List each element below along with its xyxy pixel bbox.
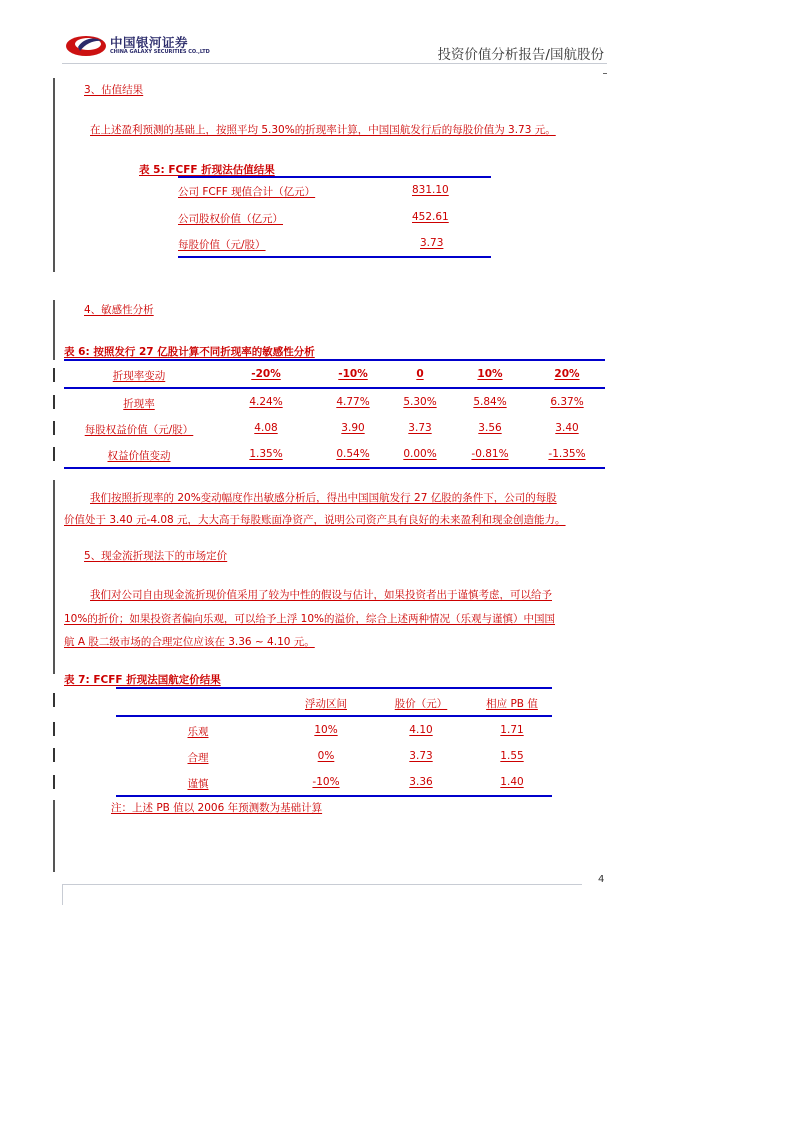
revision-bar xyxy=(53,480,55,674)
table-cell: 10% xyxy=(314,724,338,736)
galaxy-logo-icon xyxy=(64,29,108,61)
table-cell: 1.71 xyxy=(500,724,524,736)
table-cell: 折现率 xyxy=(123,398,155,410)
logo-chinese-text: 中国银河证券 xyxy=(110,35,189,50)
table-rule-top xyxy=(116,687,552,689)
paragraph-line: 航 A 股二级市场的合理定位应该在 3.36 ~ 4.10 元。 xyxy=(64,636,315,648)
table-cell: 合理 xyxy=(187,752,209,764)
table-cell: 0.00% xyxy=(403,448,437,460)
section-heading: 5、现金流折现法下的市场定价 xyxy=(84,550,228,562)
revision-bar xyxy=(53,800,55,872)
table-cell: 5.30% xyxy=(403,396,437,408)
revision-bar xyxy=(53,300,55,360)
table-cell: 权益价值变动 xyxy=(107,450,171,462)
table-note: 注：上述 PB 值以 2006 年预测数为基础计算 xyxy=(111,802,323,814)
revision-bar xyxy=(53,748,55,762)
table-header-cell: 浮动区间 xyxy=(305,698,347,710)
paragraph-line: 我们对公司自由现金流折现价值采用了较为中性的假设与估计，如果投资者出于谨慎考虑，可以给予 xyxy=(90,589,552,601)
table-cell: 0.54% xyxy=(336,448,370,460)
company-logo xyxy=(64,29,210,61)
footer-edge xyxy=(62,885,63,905)
table-header-cell: -10% xyxy=(338,368,368,380)
table-cell: 1.55 xyxy=(500,750,524,762)
table-cell-value: 452.61 xyxy=(412,211,449,223)
table-cell: 谨慎 xyxy=(187,778,209,790)
table-cell: 4.24% xyxy=(249,396,283,408)
paragraph-line: 我们按照折现率的 20%变动幅度作出敏感分析后，得出中国国航发行 27 亿股的条件下，公司的每股 xyxy=(90,492,557,504)
section-heading: 3、估值结果 xyxy=(84,84,144,96)
table-cell-label: 公司 FCFF 现值合计（亿元） xyxy=(178,186,316,198)
paragraph-line: 10%的折价；如果投资者偏向乐观，可以给予上浮 10%的溢价，综合上述两种情况（乐观与谨慎）中国国 xyxy=(64,613,556,625)
table-cell: -10% xyxy=(312,776,340,788)
table-header-cell: 20% xyxy=(554,368,580,380)
table-cell-value: 3.73 xyxy=(420,237,444,249)
table-cell: 3.56 xyxy=(478,422,502,434)
report-header-title: 投资价值分析报告/国航股份 xyxy=(437,47,604,63)
table-rule-top xyxy=(178,176,491,178)
page-number: 4 xyxy=(598,874,605,885)
table-rule-bottom xyxy=(116,795,552,797)
table-rule-bottom xyxy=(64,467,605,469)
table-header-cell: 折现率变动 xyxy=(112,370,166,382)
table-title: 表 5: FCFF 折现法估值结果 xyxy=(139,164,275,176)
paragraph-line: 价值处于 3.40 元-4.08 元，大大高于每股账面净资产，说明公司资产具有良好的未来盈利和现金创造能力。 xyxy=(64,514,566,526)
table-rule-mid xyxy=(116,715,552,717)
table-rule-mid xyxy=(64,387,605,389)
table-header-cell: 0 xyxy=(416,368,424,380)
table-cell: -1.35% xyxy=(548,448,586,460)
table-cell-label: 每股价值（元/股） xyxy=(178,239,266,251)
revision-bar xyxy=(53,78,55,272)
revision-bar xyxy=(53,368,55,382)
table-cell-value: 831.10 xyxy=(412,184,449,196)
logo-english-text: CHINA GALAXY SECURITIES CO.,LTD xyxy=(110,49,210,55)
table-cell: 3.36 xyxy=(409,776,433,788)
table-cell: 3.90 xyxy=(341,422,365,434)
table-title: 表 7: FCFF 折现法国航定价结果 xyxy=(64,674,221,686)
table-header-cell: -20% xyxy=(251,368,281,380)
revision-bar xyxy=(53,775,55,789)
table-cell: 4.08 xyxy=(254,422,278,434)
revision-bar xyxy=(53,722,55,736)
table-header-cell: 相应 PB 值 xyxy=(486,698,538,710)
table-cell: 5.84% xyxy=(473,396,507,408)
table-cell: 3.73 xyxy=(408,422,432,434)
table-cell: 0% xyxy=(317,750,335,762)
header-divider xyxy=(62,63,607,64)
header-mark xyxy=(603,73,607,74)
table-rule-bottom xyxy=(178,256,491,258)
table-cell: 每股权益价值（元/股） xyxy=(84,424,194,436)
table-cell-label: 公司股权价值（亿元） xyxy=(178,213,283,225)
revision-bar xyxy=(53,693,55,707)
table-rule-top xyxy=(64,359,605,361)
footer-divider xyxy=(62,884,582,885)
table-cell: 乐观 xyxy=(187,726,209,738)
table-header-cell: 10% xyxy=(477,368,503,380)
section-heading: 4、敏感性分析 xyxy=(84,304,154,316)
table-title: 表 6: 按照发行 27 亿股计算不同折现率的敏感性分析 xyxy=(64,346,315,358)
paragraph: 在上述盈利预测的基础上，按照平均 5.30%的折现率计算，中国国航发行后的每股价值为 3.73 元。 xyxy=(90,124,556,136)
table-cell: -0.81% xyxy=(471,448,509,460)
table-cell: 3.40 xyxy=(555,422,579,434)
table-cell: 3.73 xyxy=(409,750,433,762)
table-cell: 1.40 xyxy=(500,776,524,788)
table-cell: 4.10 xyxy=(409,724,433,736)
revision-bar xyxy=(53,395,55,409)
revision-bar xyxy=(53,421,55,435)
table-header-cell: 股价（元） xyxy=(394,698,448,710)
table-cell: 6.37% xyxy=(550,396,584,408)
revision-bar xyxy=(53,447,55,461)
table-cell: 4.77% xyxy=(336,396,370,408)
table-cell: 1.35% xyxy=(249,448,283,460)
